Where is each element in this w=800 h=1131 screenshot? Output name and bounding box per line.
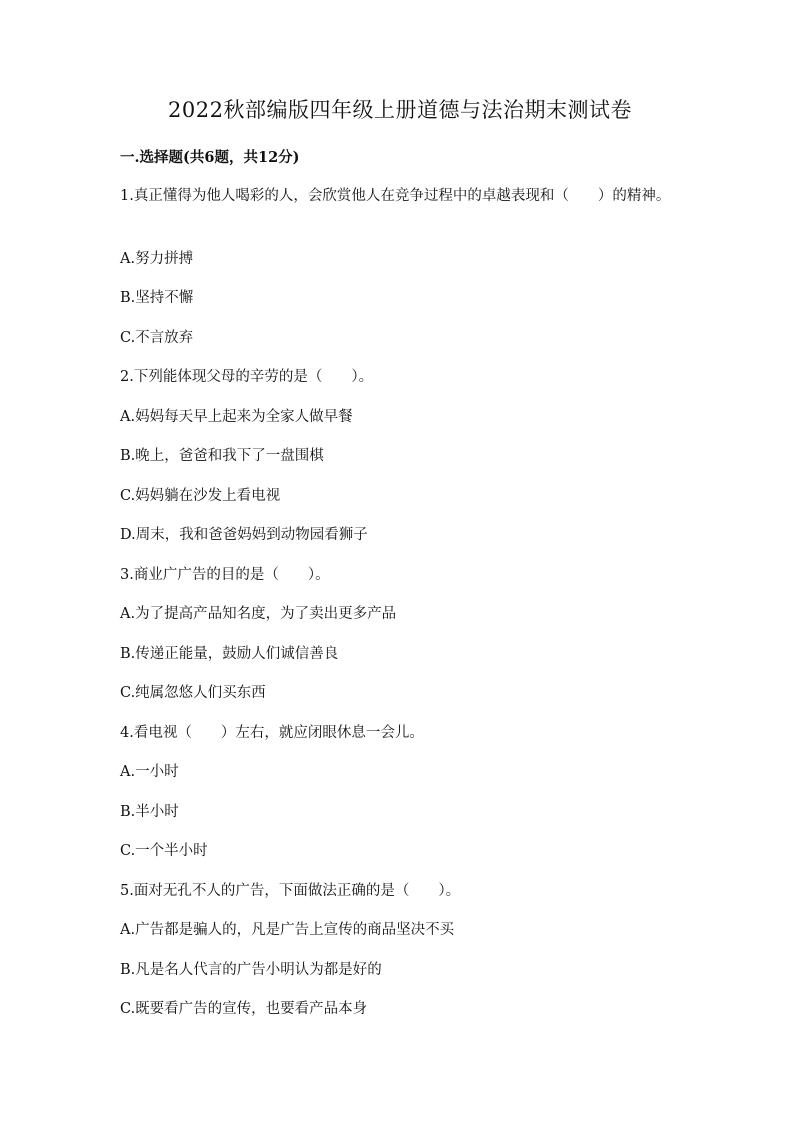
question-2-option-a: A.妈妈每天早上起来为全家人做早餐	[120, 409, 353, 425]
question-4-option-b: B.半小时	[120, 804, 179, 820]
question-3-option-a: A.为了提高产品知名度，为了卖出更多产品	[120, 606, 397, 622]
question-5-option-c: C.既要看广告的宣传，也要看产品本身	[120, 1001, 368, 1017]
question-3-stem: 3.商业广广告的目的是（ ）。	[120, 567, 330, 583]
question-4-stem: 4.看电视（ ）左右，就应闭眼休息一会儿。	[120, 725, 424, 741]
question-3-option-c: C.纯属忽悠人们买东西	[120, 685, 266, 701]
question-1-option-c: C.不言放弃	[120, 330, 194, 346]
question-3-option-b: B.传递正能量，鼓励人们诚信善良	[120, 646, 339, 662]
question-5-option-a: A.广告都是骗人的，凡是广告上宣传的商品坚决不买	[120, 922, 455, 938]
question-5-stem: 5.面对无孔不人的广告，下面做法正确的是（ ）。	[120, 883, 461, 899]
question-2-option-c: C.妈妈躺在沙发上看电视	[120, 488, 281, 504]
question-2-option-d: D.周末，我和爸爸妈妈到动物园看狮子	[120, 527, 368, 543]
question-2-option-b: B.晚上，爸爸和我下了一盘围棋	[120, 448, 324, 464]
question-1-option-b: B.坚持不懈	[120, 290, 194, 306]
question-5-option-b: B.凡是名人代言的广告小明认为都是好的	[120, 962, 382, 978]
question-2-stem: 2.下列能体现父母的辛劳的是（ ）。	[120, 369, 374, 385]
page-title: 2022秋部编版四年级上册道德与法治期末测试卷	[168, 98, 632, 122]
question-1-stem: 1.真正懂得为他人喝彩的人，会欣赏他人在竞争过程中的卓越表现和（ ）的精神。	[120, 188, 671, 204]
question-4-option-a: A.一小时	[120, 764, 179, 780]
question-1-option-a: A.努力拼搏	[120, 251, 194, 267]
section-heading: 一.选择题(共6题，共12分)	[120, 149, 300, 166]
question-4-option-c: C.一个半小时	[120, 843, 208, 859]
